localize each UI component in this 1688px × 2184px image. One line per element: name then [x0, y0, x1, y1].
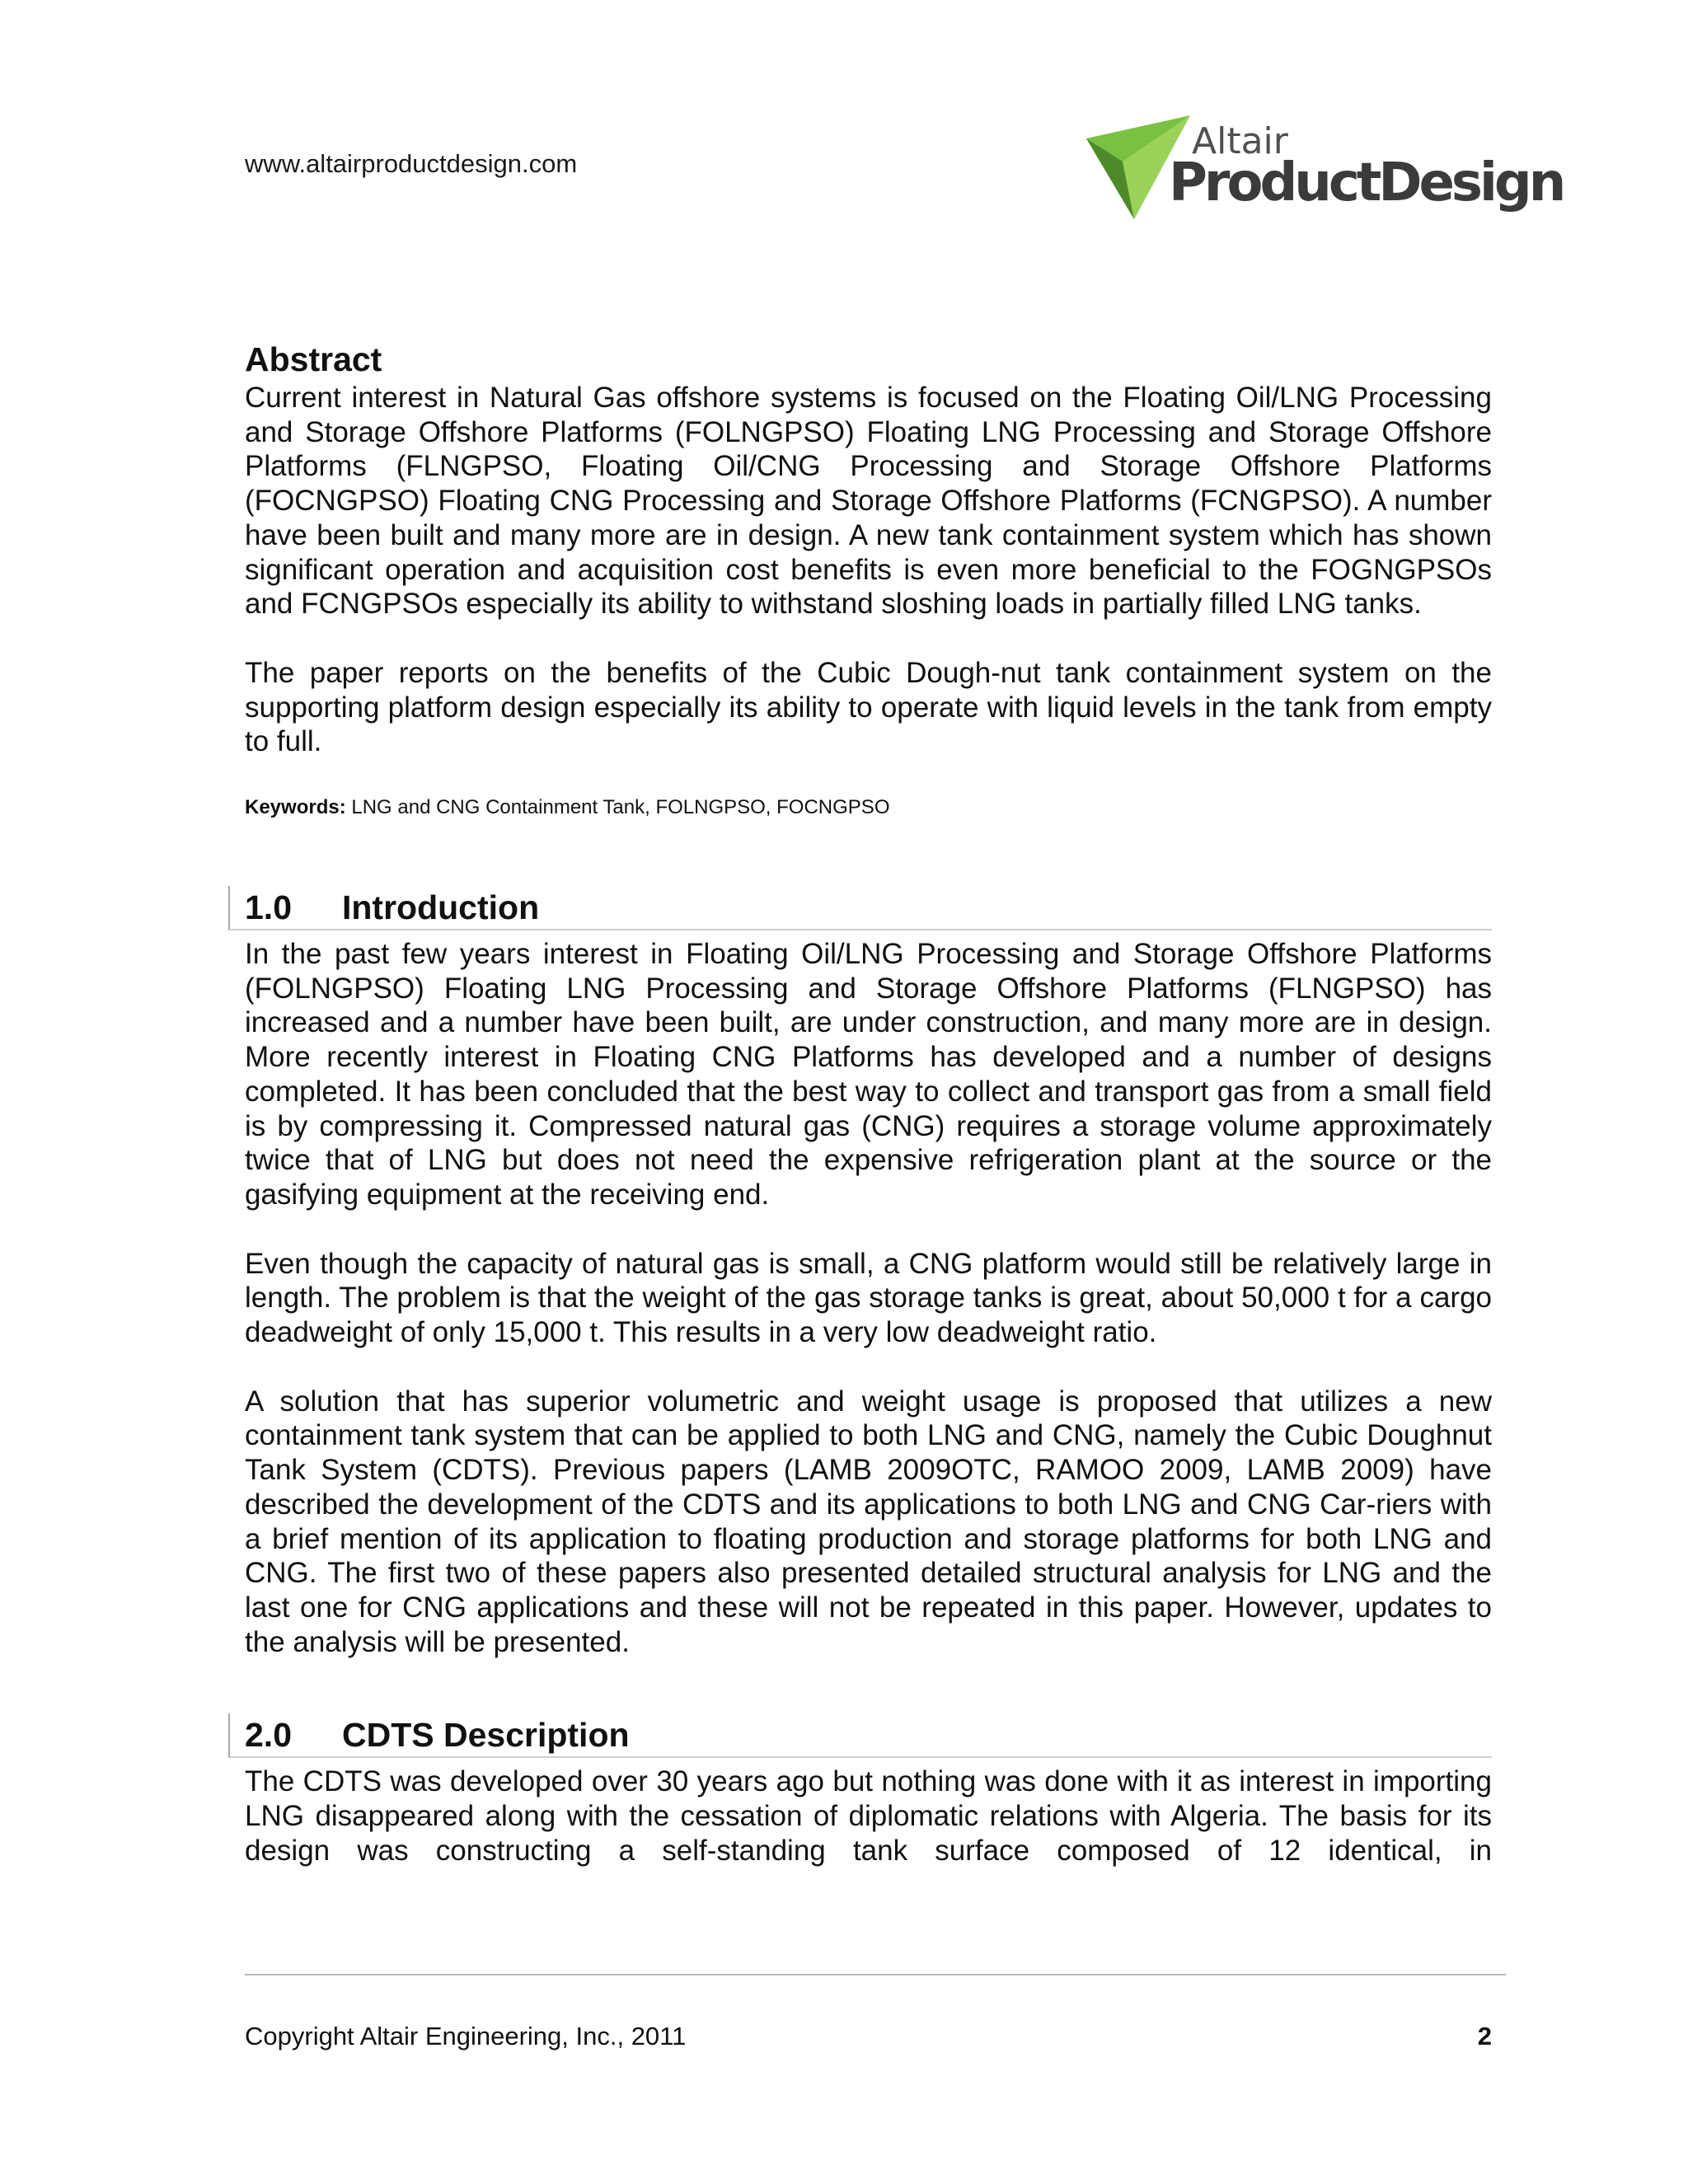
header-url[interactable]: www.altairproductdesign.com: [245, 149, 578, 178]
introduction-paragraph-1: In the past few years interest in Floating Oil/LNG Processing and Storage Offshore Platforms (FOLNGPSO) Floating LNG Processing and Storage Offshore Platforms (FLNGPSO) has increased and a number have been built, are under construction, and many more are in design. More recently interest in Floating CNG Platforms has developed and a number of designs completed. It has been concluded that the best way to collect and transport gas from a small field is by compressing it. Compressed natural gas (CNG) requires a storage volume approximately twice that of LNG but does not need the expensive refrigeration plant at the source or the gasifying equipment at the receiving end.: [245, 938, 1492, 1211]
section-heading-introduction: [228, 886, 1492, 930]
section-heading-cdts-description: [228, 1713, 1492, 1758]
footer-divider: [245, 1974, 1506, 1975]
section-title: CDTS Description: [342, 1716, 630, 1755]
keywords-label: Keywords:: [245, 796, 346, 819]
logo-altair-text: Altair: [1192, 120, 1288, 162]
keywords-text: LNG and CNG Containment Tank, FOLNGPSO, FOCNGPSO: [345, 796, 890, 819]
section-number: 1.0: [245, 888, 292, 927]
section-title: Introduction: [342, 888, 540, 927]
abstract-paragraph-2: The paper reports on the benefits of the Cubic Dough-nut tank containment system on the supporting platform design especially its ability to operate with liquid levels in the tank from empty to full.: [245, 656, 1492, 758]
altair-product-design-logo: [1086, 115, 1564, 223]
introduction-paragraph-2: Even though the capacity of natural gas is small, a CNG platform would still be relatively large in length. The problem is that the weight of the gas storage tanks is great, about 50,000 t for a cargo deadweight of only 15,000 t. This results in a very low deadweight ratio.: [245, 1247, 1492, 1349]
introduction-paragraph-3: A solution that has superior volumetric and weight usage is proposed that utilizes a new containment tank system that can be applied to both LNG and CNG, namely the Cubic Doughnut Tank System (CDTS). Previous papers (LAMB 2009OTC, RAMOO 2009, LAMB 2009) have described the development of the CDTS and its applications to both LNG and CNG Car-riers with a brief mention of its application to floating production and storage platforms for both LNG and CNG. The first two of these papers also presented detailed structural analysis for LNG and the last one for CNG applications and these will not be repeated in this paper. However, updates to the analysis will be presented.: [245, 1385, 1492, 1658]
abstract-paragraph-1: Current interest in Natural Gas offshore systems is focused on the Floating Oil/LNG Processing and Storage Offshore Platforms (FOLNGPSO) Floating LNG Processing and Storage Offshore Platforms (FLNGPSO, Floating Oil/CNG Processing and Storage Offshore Platforms (FOCNGPSO) Floating CNG Processing and Storage Offshore Platforms (FCNGPSO). A number have been built and many more are in design. A new tank containment system which has shown significant operation and acquisition cost benefits is even more beneficial to the FOGNGPSOs and FCNGPSOs especially its ability to withstand sloshing loads in partially filled LNG tanks.: [245, 382, 1492, 621]
section-number: 2.0: [245, 1716, 292, 1755]
footer-copyright: Copyright Altair Engineering, Inc., 2011: [245, 2022, 687, 2050]
keywords-line: [245, 794, 1492, 822]
logo-product-design-text: ProductDesign: [1169, 152, 1564, 213]
main-content: [245, 338, 1492, 1903]
page-number: 2: [1477, 2022, 1492, 2050]
abstract-heading: Abstract: [245, 340, 382, 378]
cdts-paragraph-1: The CDTS was developed over 30 years ago but nothing was done with it as interest in importing LNG disappeared along with the cessation of diplomatic relations with Algeria. The basis for its design was constructing a self-standing tank surface composed of 12 identical, in: [245, 1765, 1492, 1867]
